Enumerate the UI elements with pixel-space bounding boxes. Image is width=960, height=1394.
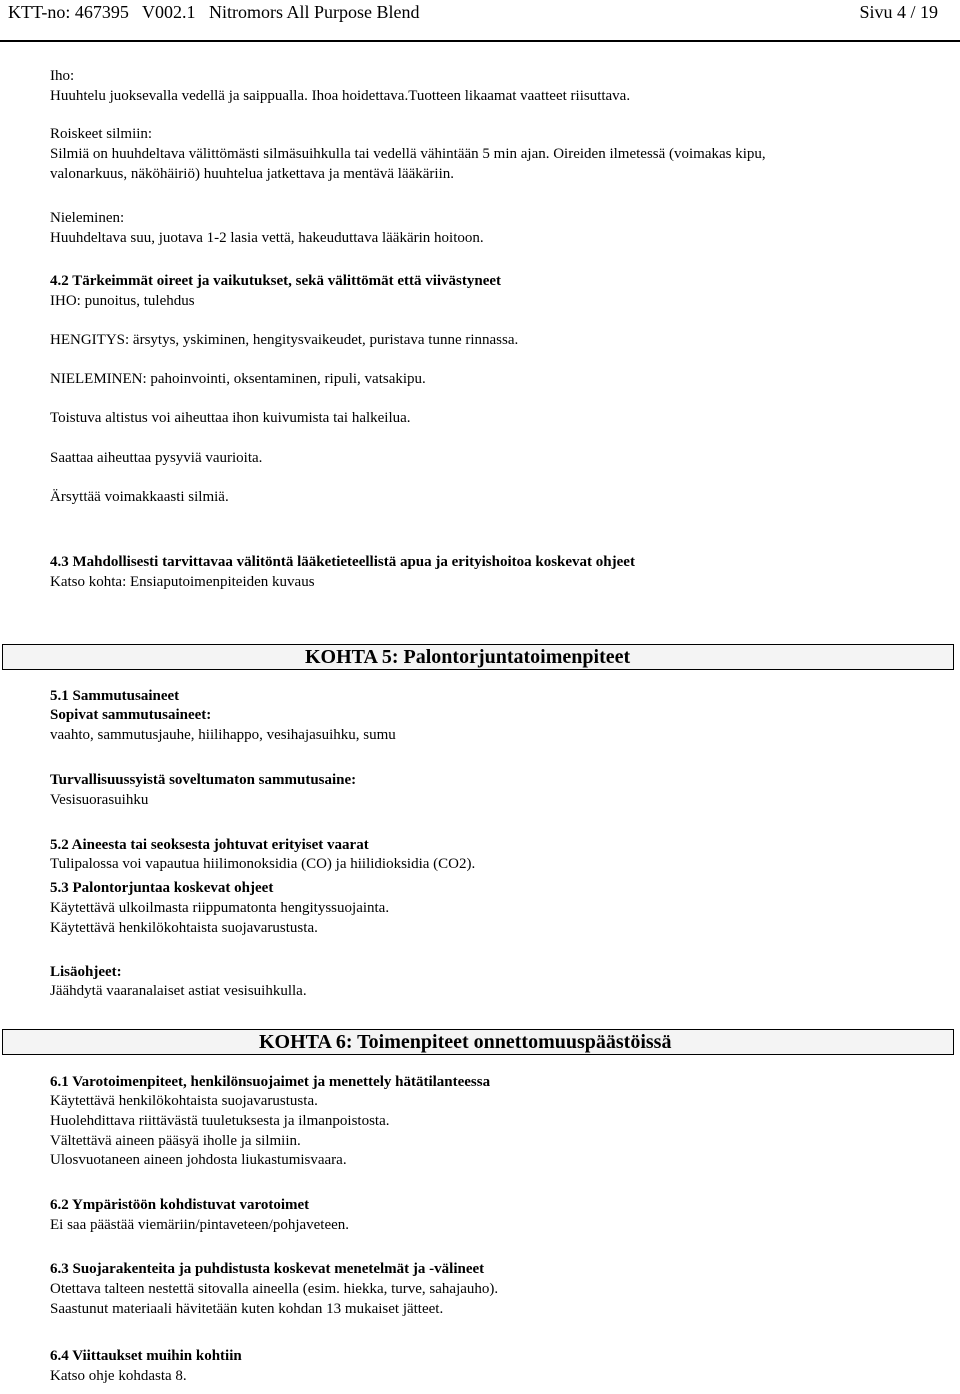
section-5-3-text-2: Käytettävä henkilökohtaista suojavarustusta.: [50, 920, 318, 936]
section-4-2-heading: 4.2 Tärkeimmät oireet ja vaikutukset, sekä välittömät että viivästyneet: [50, 273, 502, 289]
section-6-1-text-1: Käytettävä henkilökohtaista suojavarustusta.: [50, 1093, 318, 1109]
section-6-4-text: Katso ohje kohdasta 8.: [50, 1368, 187, 1384]
section-6-1-text-4: Ulosvuotaneen aineen johdosta liukastumisvaara.: [50, 1152, 347, 1168]
section-6-3-text-2: Saastunut materiaali hävitetään kuten kohdan 13 mukaiset jätteet.: [50, 1301, 444, 1317]
additional-label: Lisäohjeet:: [50, 964, 122, 980]
section-6-banner: [2, 1029, 954, 1055]
symptom-eyes: Ärsyttää voimakkaasti silmiä.: [50, 489, 229, 505]
section-6-1-heading: 6.1 Varotoimenpiteet, henkilönsuojaimet ja menettely hätätilanteessa: [50, 1074, 491, 1090]
section-6-3-text-1: Otettava talteen nestettä sitovalla aineella (esim. hiekka, turve, sahajauho).: [50, 1281, 499, 1297]
section-5-title: KOHTA 5: Palontorjuntatoimenpiteet: [305, 646, 631, 668]
section-6-1-text-2: Huolehdittava riittävästä tuuletuksesta ja ilmanpoistosta.: [50, 1113, 390, 1129]
section-5-1-heading: 5.1 Sammutusaineet: [50, 688, 180, 704]
skin-label: Iho:: [50, 68, 75, 84]
skin-text: Huuhtelu juoksevalla vedellä ja saippualla. Ihoa hoidettava.Tuotteen likaamat vaatteet riisuttava.: [50, 88, 631, 104]
eyes-label: Roiskeet silmiin:: [50, 126, 153, 142]
unsuitable-media-label: Turvallisuussyistä soveltumaton sammutusaine:: [50, 772, 357, 788]
suitable-media-text: vaahto, sammutusjauhe, hiilihappo, vesihajasuihku, sumu: [50, 727, 396, 743]
section-5-3-text-1: Käytettävä ulkoilmasta riippumatonta hengityssuojainta.: [50, 900, 390, 916]
page-number: Sivu 4 / 19: [859, 2, 938, 22]
section-4-3-heading: 4.3 Mahdollisesti tarvittavaa välitöntä lääketieteellistä apua ja erityishoitoa koskevat ohjeet: [50, 554, 635, 570]
symptom-permanent: Saattaa aiheuttaa pysyviä vaurioita.: [50, 450, 263, 466]
ingestion-label: Nieleminen:: [50, 210, 125, 226]
eyes-text-cont: valonarkuus, näköhäiriö) huuhtelua jatkettava ja mentävä lääkäriin.: [50, 166, 455, 182]
suitable-media-label: Sopivat sammutusaineet:: [50, 707, 212, 723]
symptom-repeated: Toistuva altistus voi aiheuttaa ihon kuivumista tai halkeilua.: [50, 410, 411, 426]
additional-text: Jäähdytä vaaranalaiset astiat vesisuihkulla.: [50, 983, 307, 999]
section-6-3-heading: 6.3 Suojarakenteita ja puhdistusta koskevat menetelmät ja -välineet: [50, 1261, 485, 1277]
section-5-2-heading: 5.2 Aineesta tai seoksesta johtuvat erityiset vaarat: [50, 837, 369, 853]
section-5-banner: [2, 644, 954, 670]
eyes-text: Silmiä on huuhdeltava välittömästi silmäsuihkulla tai vedellä vähintään 5 min ajan. Oireiden ilmetessä (voimakas kipu,: [50, 146, 766, 162]
section-5-2-text: Tulipalossa voi vapautua hiilimonoksidia (CO) ja hiilidioksidia (CO2).: [50, 856, 476, 872]
page-header: [8, 0, 952, 26]
header-divider: [0, 40, 960, 42]
section-6-2-heading: 6.2 Ympäristöön kohdistuvat varotoimet: [50, 1197, 310, 1213]
section-4-3-text: Katso kohta: Ensiaputoimenpiteiden kuvaus: [50, 574, 315, 590]
ingestion-text: Huuhdeltava suu, juotava 1-2 lasia vettä, hakeuduttava lääkärin hoitoon.: [50, 230, 484, 246]
document-id: KTT-no: 467395 V002.1 Nitromors All Purpose Blend: [8, 2, 420, 22]
symptom-skin: IHO: punoitus, tulehdus: [50, 293, 195, 309]
section-6-1-text-3: Vältettävä aineen pääsyä iholle ja silmiin.: [50, 1133, 301, 1149]
unsuitable-media-text: Vesisuorasuihku: [50, 792, 149, 808]
section-6-2-text: Ei saa päästää viemäriin/pintaveteen/pohjaveteen.: [50, 1217, 350, 1233]
symptom-ingestion: NIELEMINEN: pahoinvointi, oksentaminen, ripuli, vatsakipu.: [50, 371, 426, 387]
section-6-4-heading: 6.4 Viittaukset muihin kohtiin: [50, 1348, 242, 1364]
section-6-title: KOHTA 6: Toimenpiteet onnettomuuspäästöissä: [259, 1031, 672, 1053]
symptom-breathing: HENGITYS: ärsytys, yskiminen, hengitysvaikeudet, puristava tunne rinnassa.: [50, 332, 519, 348]
section-5-3-heading: 5.3 Palontorjuntaa koskevat ohjeet: [50, 880, 274, 896]
